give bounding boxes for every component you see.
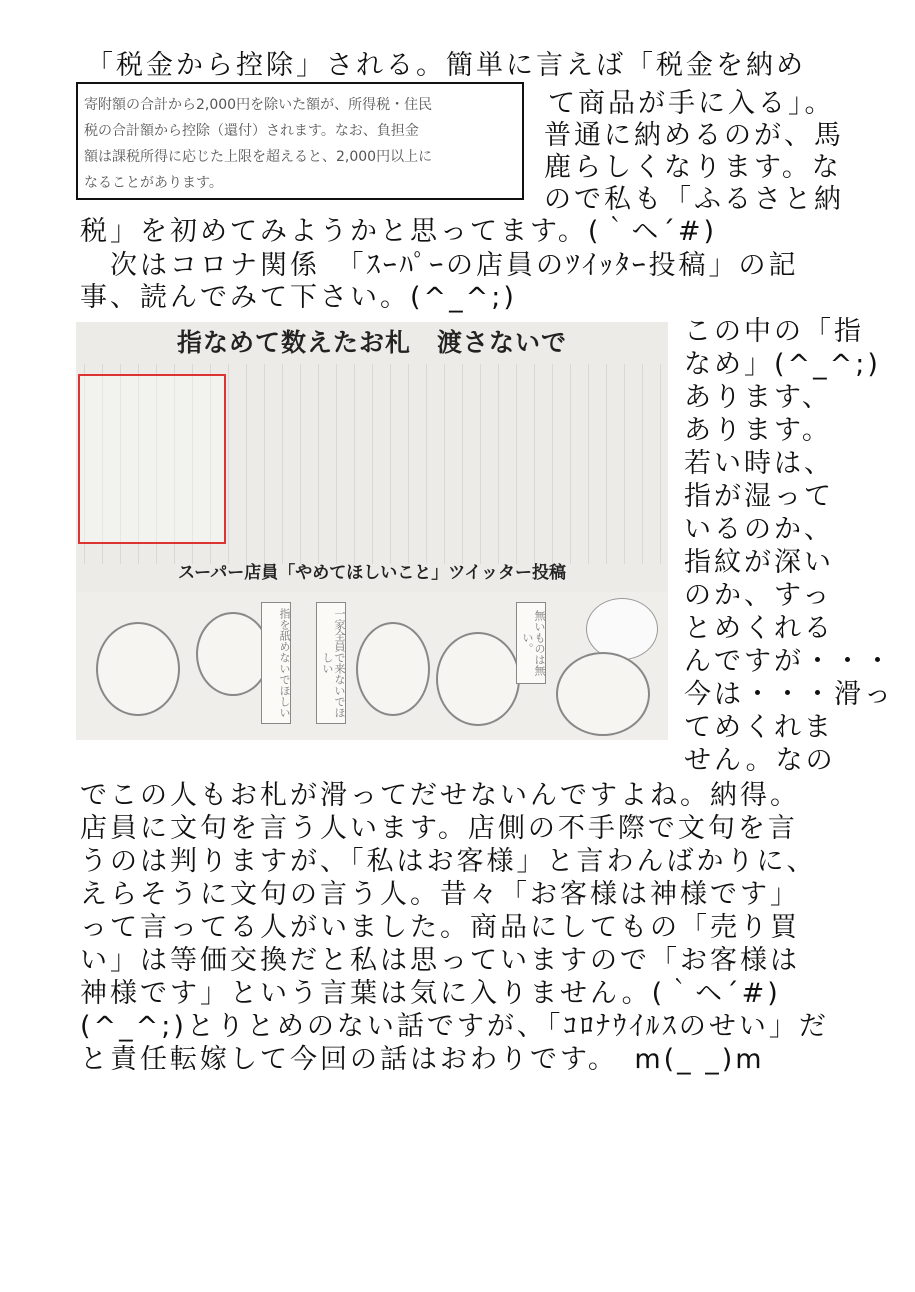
- text-line: せん。なの: [684, 745, 836, 776]
- text-line: んですが・・・: [684, 646, 894, 677]
- text-line: 神様です」という言葉は気に入りません。(｀ヘ´#): [80, 978, 781, 1009]
- speech-bubble: [586, 598, 658, 660]
- text-line: うのは判りますが、「私はお客様」と言わんばかりに、: [80, 846, 817, 877]
- text-line: (^_^;)とりとめのない話ですが、「ｺﾛﾅｳｲﾙｽのせい」だ: [80, 1011, 829, 1042]
- text-line: 鹿らしくなります。な: [544, 152, 842, 183]
- note-line: 寄附額の合計から2,000円を除いた額が、所得税・住民: [84, 97, 433, 113]
- sign-out-of-stock: 無いものは無い。: [516, 602, 546, 684]
- customer-figure: [556, 652, 650, 736]
- text-line: この中の「指: [684, 316, 864, 347]
- text-line: 若い時は、: [684, 448, 834, 479]
- text-line: って言ってる人がいました。商品にしてもの「売り買: [80, 912, 800, 943]
- text-line: い」は等価交換だと私は思っていますので「お客様は: [80, 945, 800, 976]
- text-line: のか、すっ: [684, 580, 833, 611]
- text-line: 普通に納めるのが、馬: [544, 120, 844, 151]
- text-line: 指が湿って: [684, 481, 834, 512]
- note-line: 額は課税所得に応じた上限を超えると、2,000円以上に: [84, 149, 433, 165]
- cashier-figure: [96, 622, 180, 716]
- text-line: 指紋が深い: [684, 547, 834, 578]
- family-figure: [356, 622, 430, 716]
- text-line: 税」を初めてみようかと思ってます。(｀ヘ´#): [80, 216, 718, 247]
- sign-no-family: 一家全員で来ないでほしい: [316, 602, 346, 724]
- text-line: 今は・・・滑っ: [684, 679, 894, 710]
- text-line: て商品が手に入る」。: [548, 88, 835, 119]
- note-line: なることがあります。: [84, 175, 223, 191]
- clipping-headline: 指なめて数えたお札 渡さないで: [176, 328, 567, 357]
- text-line: てめくれま: [684, 712, 834, 743]
- newspaper-clipping: [76, 322, 668, 740]
- sign-no-licking: 指を舐めないでほしい: [261, 602, 291, 724]
- text-line: 事、読んでみて下さい。(^_^;): [80, 282, 517, 313]
- text-line: いるのか、: [684, 514, 834, 545]
- text-line: 店員に文句を言う人います。店側の不手際で文句を言: [80, 813, 798, 844]
- note-line: 税の合計額から控除（還付）されます。なお、負担金: [84, 123, 419, 139]
- clerk-figure: [196, 612, 270, 696]
- text-line: と責任転嫁して今回の話はおわりです。 m(_ _)m: [80, 1044, 765, 1075]
- text-line: とめくれる: [684, 613, 834, 644]
- text-line: えらそうに文句の言う人。昔々「お客様は神様です」: [80, 879, 800, 910]
- text-line: でこの人もお札が滑ってだせないんですよね。納得。: [80, 780, 800, 811]
- text-line: なめ」(^_^;): [684, 349, 881, 380]
- text-line: 次はコロナ関係 「ｽｰﾊﾟｰの店員のﾂｲｯﾀｰ投稿」の記: [80, 250, 799, 281]
- clipping-illustration: [76, 592, 668, 740]
- masked-customer-figure: [436, 632, 520, 726]
- text-line: ので私も「ふるさと納: [544, 184, 844, 215]
- highlighted-quote-box: [78, 374, 226, 544]
- text-line: あります、: [684, 382, 832, 413]
- clipping-subheadline: スーパー店員「やめてほしいこと」ツイッター投稿: [177, 563, 567, 583]
- text-line: あります。: [684, 415, 832, 446]
- text-line: 「税金から控除」される。簡単に言えば「税金を納め: [86, 50, 806, 81]
- boxed-note: [76, 82, 524, 200]
